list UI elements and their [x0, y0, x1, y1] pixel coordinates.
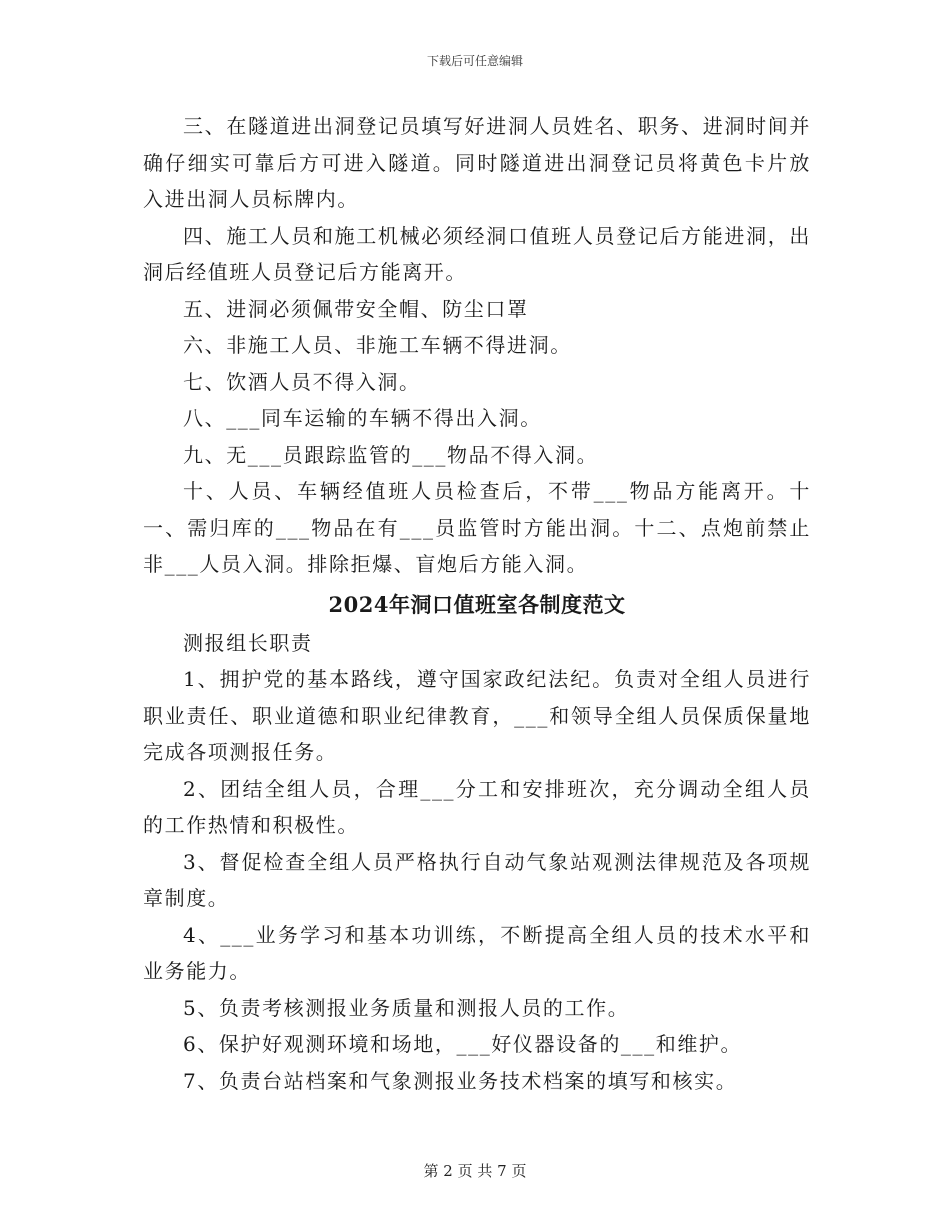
document-body: [143, 108, 811, 1099]
paragraph-rule-8: 八、___同车运输的车辆不得出入洞。: [183, 406, 542, 430]
document-title: 2024年洞口值班室各制度范文: [328, 591, 626, 617]
duty-item-7: 7、负责台站档案和气象测报业务技术档案的填写和核实。: [183, 1068, 738, 1093]
paragraph-rule-6: 六、非施工人员、非施工车辆不得进洞。: [183, 333, 572, 357]
paragraph-rule-3: 三、在隧道进出洞登记员填写好进洞人员姓名、职务、进洞时间并确仔细实可靠后方可进入隧道。同时隧道进出洞登记员将黄色卡片放入进出洞人员标牌内。: [143, 114, 811, 211]
paragraph-rule-9: 九、无___员跟踪监管的___物品不得入洞。: [183, 442, 599, 467]
duty-item-3: 3、督促检查全组人员严格执行自动气象站观测法律规范及各项规章制度。: [143, 849, 811, 910]
duty-item-2: 2、团结全组人员，合理___分工和安排班次，充分调动全组人员的工作热情和积极性。: [143, 776, 811, 837]
paragraph-rule-7: 七、饮酒人员不得入洞。: [183, 369, 421, 394]
page-footer: 第 2 页 共 7 页: [423, 1162, 527, 1180]
duty-item-4: 4、___业务学习和基本功训练，不断提高全组人员的技术水平和业务能力。: [143, 922, 811, 983]
section-heading: 测报组长职责: [183, 630, 313, 655]
duty-item-6: 6、保护好观测环境和场地，___好仪器设备的___和维护。: [183, 1032, 743, 1056]
paragraph-rule-4: 四、施工人员和施工机械必须经洞口值班人员登记后方能进洞，出洞后经值班人员登记后方能离开。: [143, 223, 811, 284]
duty-item-1: 1、拥护党的基本路线，遵守国家政纪法纪。负责对全组人员进行职业责任、职业道德和职业纪律教育，___和领导全组人员保质保量地完成各项测报任务。: [143, 667, 811, 764]
paragraph-rule-10-12: 十、人员、车辆经值班人员检查后，不带___物品方能离开。十一、需归库的___物品在有___员监管时方能出洞。十二、点炮前禁止非___人员入洞。排除拒爆、盲炮后方能入洞。: [143, 479, 811, 576]
paragraph-rule-5: 五、进洞必须佩带安全帽、防尘口罩: [183, 296, 529, 321]
duty-item-5: 5、负责考核测报业务质量和测报人员的工作。: [183, 995, 630, 1020]
page-header: 下载后可任意编辑: [426, 54, 523, 68]
